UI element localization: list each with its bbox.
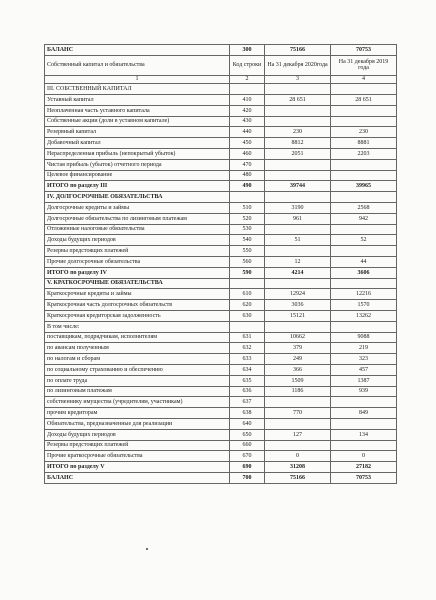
row-value-2019-cell: 457 [331, 365, 397, 376]
row-value-2019-cell [331, 278, 397, 289]
table-row [45, 95, 397, 106]
row-code-cell: 636 [230, 386, 265, 397]
table-row [45, 267, 397, 278]
row-code-cell [230, 278, 265, 289]
row-value-2020-cell: 3036 [265, 300, 331, 311]
row-name-cell: по лизинговым платежам [45, 386, 230, 397]
table-row [45, 300, 397, 311]
row-code-cell: 632 [230, 343, 265, 354]
header-row [45, 55, 397, 75]
column-numbers-row [45, 75, 397, 84]
colnum-4: 4 [331, 75, 397, 84]
table-row [45, 429, 397, 440]
row-value-2020-cell: 3190 [265, 203, 331, 214]
row-code-cell: 638 [230, 408, 265, 419]
row-value-2020-cell [265, 440, 331, 451]
row-value-2019-cell: 939 [331, 386, 397, 397]
title-y2-cell: 70753 [331, 45, 397, 56]
row-value-2019-cell [331, 419, 397, 430]
row-name-cell: ИТОГО по разделу III [45, 181, 230, 192]
row-code-cell: 650 [230, 429, 265, 440]
row-value-2020-cell [265, 278, 331, 289]
row-value-2020-cell: 12 [265, 257, 331, 268]
row-code-cell: 690 [230, 462, 265, 473]
row-value-2019-cell: 9088 [331, 332, 397, 343]
table-row [45, 451, 397, 462]
row-name-cell: по авансам полученным [45, 343, 230, 354]
row-code-cell: 640 [230, 419, 265, 430]
row-name-cell: Неоплаченная часть уставного капитала [45, 105, 230, 116]
header-y2-cell: На 31 декабря 2019 года [331, 55, 397, 75]
row-name-cell: по налогам и сборам [45, 354, 230, 365]
row-name-cell: Прочие краткосрочные обязательства [45, 451, 230, 462]
colnum-1: 1 [45, 75, 230, 84]
row-name-cell: Долгосрочные кредиты и займы [45, 203, 230, 214]
row-value-2020-cell [265, 419, 331, 430]
table-row [45, 203, 397, 214]
row-code-cell: 490 [230, 181, 265, 192]
row-value-2019-cell [331, 440, 397, 451]
row-code-cell: 520 [230, 213, 265, 224]
row-value-2019-cell [331, 192, 397, 203]
header-y1-cell: На 31 декабря 2020года [265, 55, 331, 75]
row-value-2020-cell [265, 170, 331, 181]
table-row [45, 311, 397, 322]
table-row [45, 84, 397, 95]
row-code-cell: 480 [230, 170, 265, 181]
row-value-2020-cell [265, 84, 331, 95]
row-name-cell: Уставный капитал [45, 95, 230, 106]
row-name-cell: Краткосрочная кредиторская задолженность [45, 311, 230, 322]
table-row [45, 343, 397, 354]
row-code-cell: 410 [230, 95, 265, 106]
row-value-2019-cell: 1570 [331, 300, 397, 311]
row-name-cell: Краткосрочная часть долгосрочных обязательств [45, 300, 230, 311]
title-row [45, 45, 397, 56]
row-code-cell: 440 [230, 127, 265, 138]
table-row [45, 354, 397, 365]
row-name-cell: по оплате труда [45, 375, 230, 386]
title-y1-cell: 75166 [265, 45, 331, 56]
row-value-2019-cell: 28 651 [331, 95, 397, 106]
row-code-cell: 590 [230, 267, 265, 278]
balance-sheet-body [45, 45, 397, 484]
table-row [45, 105, 397, 116]
row-name-cell: ИТОГО по разделу V [45, 462, 230, 473]
table-row [45, 213, 397, 224]
row-value-2019-cell [331, 397, 397, 408]
row-value-2020-cell: 51 [265, 235, 331, 246]
row-value-2019-cell: 323 [331, 354, 397, 365]
table-row [45, 246, 397, 257]
row-code-cell: 470 [230, 159, 265, 170]
row-value-2019-cell: 13262 [331, 311, 397, 322]
row-name-cell: Добавочный капитал [45, 138, 230, 149]
row-value-2019-cell [331, 105, 397, 116]
row-value-2020-cell: 1186 [265, 386, 331, 397]
row-name-cell: Доходы будущих периодов [45, 429, 230, 440]
row-value-2020-cell: 0 [265, 451, 331, 462]
row-name-cell: Краткосрочные кредиты и займы [45, 289, 230, 300]
row-value-2019-cell: 849 [331, 408, 397, 419]
header-name-cell: Собственный капитал и обязательства [45, 55, 230, 75]
row-value-2020-cell: 2051 [265, 149, 331, 160]
colnum-2: 2 [230, 75, 265, 84]
row-code-cell: 635 [230, 375, 265, 386]
table-row [45, 159, 397, 170]
row-value-2019-cell [331, 321, 397, 332]
row-code-cell: 460 [230, 149, 265, 160]
table-row [45, 386, 397, 397]
row-name-cell: Резервный капитал [45, 127, 230, 138]
row-value-2019-cell: 942 [331, 213, 397, 224]
row-code-cell: 634 [230, 365, 265, 376]
table-row [45, 408, 397, 419]
row-value-2020-cell: 39744 [265, 181, 331, 192]
row-name-cell: Резервы предстоящих платежей [45, 440, 230, 451]
scan-speck [146, 548, 148, 550]
row-value-2019-cell: 1387 [331, 375, 397, 386]
row-name-cell: IV. ДОЛГОСРОЧНЫЕ ОБЯЗАТЕЛЬСТВА [45, 192, 230, 203]
row-code-cell: 660 [230, 440, 265, 451]
row-name-cell: Целевое финансирование [45, 170, 230, 181]
row-value-2020-cell: 770 [265, 408, 331, 419]
row-value-2019-cell: 27182 [331, 462, 397, 473]
row-code-cell: 430 [230, 116, 265, 127]
row-value-2019-cell: 39965 [331, 181, 397, 192]
row-name-cell: Резервы предстоящих платежей [45, 246, 230, 257]
row-code-cell: 510 [230, 203, 265, 214]
table-row [45, 181, 397, 192]
row-code-cell: 620 [230, 300, 265, 311]
header-code-cell: Код строки [230, 55, 265, 75]
row-code-cell [230, 321, 265, 332]
colnum-3: 3 [265, 75, 331, 84]
row-value-2020-cell: 230 [265, 127, 331, 138]
row-value-2020-cell: 127 [265, 429, 331, 440]
table-row [45, 321, 397, 332]
row-value-2019-cell: 230 [331, 127, 397, 138]
row-value-2019-cell: 219 [331, 343, 397, 354]
table-row [45, 365, 397, 376]
row-value-2019-cell: 8881 [331, 138, 397, 149]
row-name-cell: поставщикам, подрядчикам, исполнителям [45, 332, 230, 343]
row-code-cell: 560 [230, 257, 265, 268]
row-code-cell: 420 [230, 105, 265, 116]
row-value-2020-cell: 4214 [265, 267, 331, 278]
table-row [45, 138, 397, 149]
row-name-cell: по социальному страхованию и обеспечению [45, 365, 230, 376]
row-name-cell: Долгосрочные обязательства по лизинговым платежам [45, 213, 230, 224]
row-name-cell: Отложенные налоговые обязательства [45, 224, 230, 235]
row-value-2020-cell [265, 192, 331, 203]
row-name-cell: собственнику имущества (учредителям, участникам) [45, 397, 230, 408]
row-value-2020-cell: 249 [265, 354, 331, 365]
row-code-cell: 633 [230, 354, 265, 365]
row-value-2020-cell: 961 [265, 213, 331, 224]
table-row [45, 440, 397, 451]
row-value-2020-cell [265, 224, 331, 235]
row-value-2020-cell: 12924 [265, 289, 331, 300]
row-code-cell: 700 [230, 472, 265, 483]
row-code-cell: 450 [230, 138, 265, 149]
table-row [45, 332, 397, 343]
row-name-cell: Чистая прибыль (убыток) отчетного периода [45, 159, 230, 170]
row-value-2020-cell: 75166 [265, 472, 331, 483]
row-name-cell: Доходы будущих периодов [45, 235, 230, 246]
table-row [45, 278, 397, 289]
row-name-cell: ИТОГО по разделу IV [45, 267, 230, 278]
row-value-2019-cell: 52 [331, 235, 397, 246]
row-value-2019-cell: 2568 [331, 203, 397, 214]
row-value-2020-cell: 8812 [265, 138, 331, 149]
row-value-2020-cell: 28 651 [265, 95, 331, 106]
row-value-2019-cell [331, 159, 397, 170]
table-row [45, 462, 397, 473]
row-name-cell: Нераспределенная прибыль (непокрытый убыток) [45, 149, 230, 160]
balance-sheet-table [44, 44, 397, 484]
table-row [45, 472, 397, 483]
row-value-2019-cell: 3606 [331, 267, 397, 278]
table-row [45, 397, 397, 408]
row-name-cell: Собственные акции (доли в уставном капитале) [45, 116, 230, 127]
table-row [45, 289, 397, 300]
row-value-2019-cell: 2203 [331, 149, 397, 160]
row-value-2020-cell [265, 246, 331, 257]
row-name-cell: III. СОБСТВЕННЫЙ КАПИТАЛ [45, 84, 230, 95]
table-row [45, 170, 397, 181]
row-value-2019-cell: 12216 [331, 289, 397, 300]
table-row [45, 127, 397, 138]
row-name-cell: прочим кредиторам [45, 408, 230, 419]
row-value-2019-cell [331, 246, 397, 257]
row-name-cell: Прочие долгосрочные обязательства [45, 257, 230, 268]
row-code-cell: 670 [230, 451, 265, 462]
row-code-cell: 550 [230, 246, 265, 257]
row-value-2020-cell [265, 159, 331, 170]
row-name-cell: V. КРАТКОСРОЧНЫЕ ОБЯЗАТЕЛЬСТВА [45, 278, 230, 289]
table-row [45, 116, 397, 127]
row-value-2020-cell: 1509 [265, 375, 331, 386]
row-value-2020-cell: 31208 [265, 462, 331, 473]
title-cell: БАЛАНС [45, 45, 230, 56]
row-value-2020-cell: 366 [265, 365, 331, 376]
row-code-cell: 530 [230, 224, 265, 235]
row-code-cell [230, 192, 265, 203]
row-value-2019-cell [331, 170, 397, 181]
row-value-2019-cell: 44 [331, 257, 397, 268]
table-row [45, 235, 397, 246]
row-value-2020-cell: 379 [265, 343, 331, 354]
table-row [45, 375, 397, 386]
row-code-cell: 540 [230, 235, 265, 246]
row-code-cell: 637 [230, 397, 265, 408]
row-value-2020-cell: 15121 [265, 311, 331, 322]
row-value-2020-cell [265, 116, 331, 127]
table-row [45, 419, 397, 430]
row-code-cell: 610 [230, 289, 265, 300]
row-value-2019-cell [331, 116, 397, 127]
table-row [45, 257, 397, 268]
row-value-2020-cell [265, 321, 331, 332]
row-name-cell: В том числе: [45, 321, 230, 332]
row-value-2019-cell: 0 [331, 451, 397, 462]
row-code-cell [230, 84, 265, 95]
table-row [45, 149, 397, 160]
table-row [45, 192, 397, 203]
table-row [45, 224, 397, 235]
row-value-2019-cell [331, 224, 397, 235]
row-value-2020-cell: 10662 [265, 332, 331, 343]
row-value-2020-cell [265, 105, 331, 116]
row-value-2019-cell: 70753 [331, 472, 397, 483]
row-value-2019-cell: 134 [331, 429, 397, 440]
row-value-2019-cell [331, 84, 397, 95]
title-code-cell: 300 [230, 45, 265, 56]
row-name-cell: Обязательства, предназначенные для реализации [45, 419, 230, 430]
row-name-cell: БАЛАНС [45, 472, 230, 483]
row-code-cell: 631 [230, 332, 265, 343]
row-code-cell: 630 [230, 311, 265, 322]
row-value-2020-cell [265, 397, 331, 408]
